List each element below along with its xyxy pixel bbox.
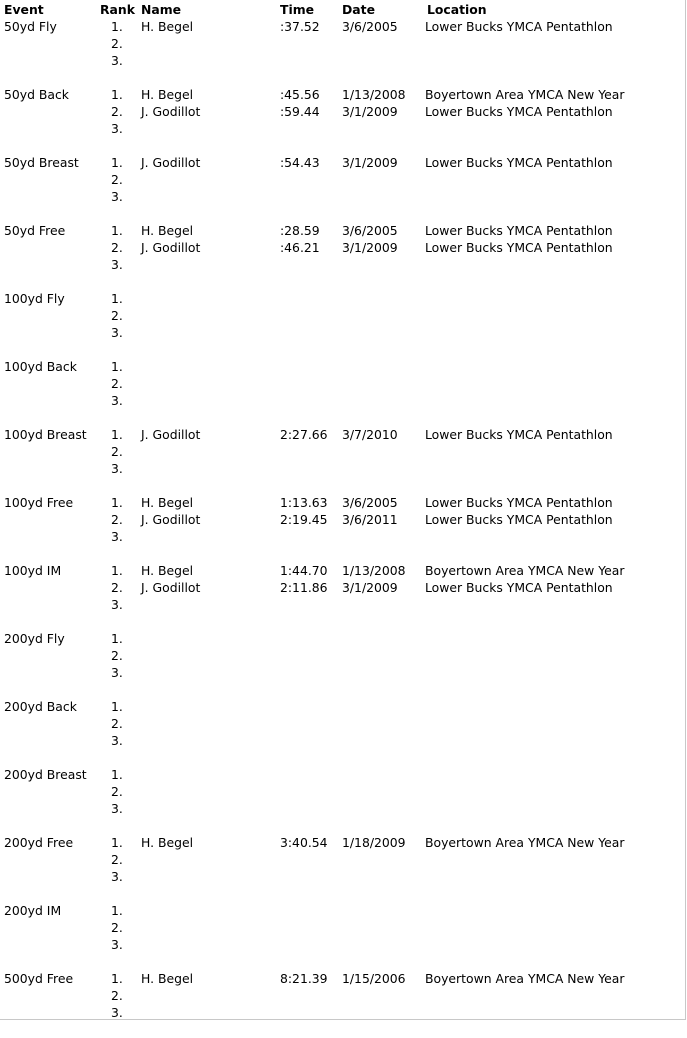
- table-row: [0, 596, 686, 613]
- record-name: J. Godillot: [141, 427, 201, 442]
- table-row: [0, 698, 686, 715]
- record-rank: 3.: [111, 869, 123, 884]
- record-time: 2:19.45: [280, 512, 328, 527]
- table-row: [0, 460, 686, 477]
- record-rank: 2.: [111, 852, 123, 867]
- event-name: 100yd Breast: [4, 427, 87, 442]
- table-row: [0, 936, 686, 953]
- record-name: J. Godillot: [141, 155, 201, 170]
- record-rank: 2.: [111, 376, 123, 391]
- record-time: 1:13.63: [280, 495, 328, 510]
- event-group: [0, 630, 686, 698]
- header-event: Event: [4, 2, 44, 17]
- table-row: [0, 1004, 686, 1021]
- record-time: 1:44.70: [280, 563, 328, 578]
- table-row: [0, 222, 686, 239]
- record-rank: 1.: [111, 767, 123, 782]
- record-name: J. Godillot: [141, 512, 201, 527]
- event-group: [0, 698, 686, 766]
- record-rank: 3.: [111, 53, 123, 68]
- event-name: 200yd Fly: [4, 631, 65, 646]
- table-row: [0, 307, 686, 324]
- record-name: H. Begel: [141, 835, 194, 850]
- table-row: [0, 970, 686, 987]
- record-time: 8:21.39: [280, 971, 328, 986]
- record-location: Lower Bucks YMCA Pentathlon: [425, 495, 613, 510]
- event-name: 100yd Back: [4, 359, 77, 374]
- table-row: [0, 154, 686, 171]
- record-date: 3/7/2010: [342, 427, 398, 442]
- record-date: 3/1/2009: [342, 155, 398, 170]
- table-row: [0, 851, 686, 868]
- table-row: [0, 86, 686, 103]
- record-name: H. Begel: [141, 87, 194, 102]
- table-row: [0, 494, 686, 511]
- record-time: :45.56: [280, 87, 320, 102]
- record-location: Boyertown Area YMCA New Year: [425, 87, 625, 102]
- record-location: Lower Bucks YMCA Pentathlon: [425, 240, 613, 255]
- record-name: J. Godillot: [141, 104, 201, 119]
- record-location: Lower Bucks YMCA Pentathlon: [425, 19, 613, 34]
- record-rank: 1.: [111, 699, 123, 714]
- header-time: Time: [280, 2, 315, 17]
- record-date: 1/13/2008: [342, 563, 406, 578]
- event-group: [0, 358, 686, 426]
- record-location: Boyertown Area YMCA New Year: [425, 563, 625, 578]
- record-rank: 1.: [111, 835, 123, 850]
- table-row: [0, 324, 686, 341]
- record-location: Lower Bucks YMCA Pentathlon: [425, 223, 613, 238]
- header-name: Name: [141, 2, 182, 17]
- event-name: 50yd Free: [4, 223, 66, 238]
- table-row: [0, 919, 686, 936]
- table-row: [0, 171, 686, 188]
- record-location: Lower Bucks YMCA Pentathlon: [425, 104, 613, 119]
- event-group: [0, 18, 686, 86]
- record-rank: 2.: [111, 988, 123, 1003]
- record-location: Boyertown Area YMCA New Year: [425, 835, 625, 850]
- table-row: [0, 290, 686, 307]
- table-row: [0, 103, 686, 120]
- record-time: 2:11.86: [280, 580, 328, 595]
- record-name: H. Begel: [141, 495, 194, 510]
- record-name: H. Begel: [141, 563, 194, 578]
- record-date: 3/1/2009: [342, 104, 398, 119]
- table-row: [0, 239, 686, 256]
- table-row: [0, 715, 686, 732]
- event-group: [0, 222, 686, 290]
- record-rank: 3.: [111, 393, 123, 408]
- record-name: H. Begel: [141, 223, 194, 238]
- record-name: J. Godillot: [141, 240, 201, 255]
- record-rank: 3.: [111, 257, 123, 272]
- record-time: 2:27.66: [280, 427, 328, 442]
- record-rank: 2.: [111, 580, 123, 595]
- event-group: [0, 766, 686, 834]
- record-time: :54.43: [280, 155, 320, 170]
- table-row: [0, 443, 686, 460]
- table-row: [0, 902, 686, 919]
- record-rank: 2.: [111, 172, 123, 187]
- event-name: 200yd Back: [4, 699, 77, 714]
- record-time: :37.52: [280, 19, 320, 34]
- event-name: 200yd Breast: [4, 767, 87, 782]
- record-date: 1/18/2009: [342, 835, 406, 850]
- table-row: [0, 732, 686, 749]
- table-row: [0, 647, 686, 664]
- record-date: 3/1/2009: [342, 580, 398, 595]
- record-rank: 2.: [111, 920, 123, 935]
- table-row: [0, 35, 686, 52]
- table-row: [0, 579, 686, 596]
- event-name: 50yd Fly: [4, 19, 57, 34]
- record-rank: 3.: [111, 801, 123, 816]
- event-name: 500yd Free: [4, 971, 74, 986]
- record-rank: 1.: [111, 495, 123, 510]
- record-rank: 3.: [111, 529, 123, 544]
- record-rank: 3.: [111, 733, 123, 748]
- record-name: H. Begel: [141, 19, 194, 34]
- event-name: 200yd Free: [4, 835, 74, 850]
- header-location: Location: [427, 2, 487, 17]
- event-group: [0, 562, 686, 630]
- record-date: 3/6/2005: [342, 223, 398, 238]
- record-time: :59.44: [280, 104, 320, 119]
- record-rank: 1.: [111, 19, 123, 34]
- event-group: [0, 290, 686, 358]
- event-group: [0, 494, 686, 562]
- event-name: 100yd IM: [4, 563, 62, 578]
- record-rank: 2.: [111, 444, 123, 459]
- record-rank: 3.: [111, 665, 123, 680]
- record-rank: 1.: [111, 223, 123, 238]
- record-date: 3/6/2005: [342, 19, 398, 34]
- table-row: [0, 868, 686, 885]
- header-date: Date: [342, 2, 375, 17]
- table-row: [0, 783, 686, 800]
- record-rank: 3.: [111, 1005, 123, 1020]
- event-group: [0, 86, 686, 154]
- record-date: 3/6/2011: [342, 512, 398, 527]
- record-location: Lower Bucks YMCA Pentathlon: [425, 580, 613, 595]
- table-row: [0, 256, 686, 273]
- event-name: 50yd Breast: [4, 155, 79, 170]
- event-group: [0, 426, 686, 494]
- event-group: [0, 970, 686, 1038]
- table-row: [0, 987, 686, 1004]
- record-rank: 3.: [111, 937, 123, 952]
- record-location: Boyertown Area YMCA New Year: [425, 971, 625, 986]
- table-row: [0, 834, 686, 851]
- record-rank: 3.: [111, 121, 123, 136]
- record-rank: 2.: [111, 36, 123, 51]
- table-row: [0, 664, 686, 681]
- record-rank: 1.: [111, 291, 123, 306]
- record-rank: 2.: [111, 716, 123, 731]
- event-name: 200yd IM: [4, 903, 62, 918]
- record-rank: 2.: [111, 104, 123, 119]
- record-date: 3/1/2009: [342, 240, 398, 255]
- record-rank: 1.: [111, 971, 123, 986]
- record-rank: 3.: [111, 189, 123, 204]
- table-row: [0, 120, 686, 137]
- record-location: Lower Bucks YMCA Pentathlon: [425, 155, 613, 170]
- record-time: 3:40.54: [280, 835, 328, 850]
- record-rank: 2.: [111, 784, 123, 799]
- record-rank: 3.: [111, 597, 123, 612]
- event-group: [0, 834, 686, 902]
- record-location: Lower Bucks YMCA Pentathlon: [425, 427, 613, 442]
- table-row: [0, 528, 686, 545]
- record-rank: 1.: [111, 631, 123, 646]
- records-table: [0, 18, 686, 1038]
- record-time: :46.21: [280, 240, 320, 255]
- record-time: :28.59: [280, 223, 320, 238]
- record-rank: 2.: [111, 308, 123, 323]
- event-name: 50yd Back: [4, 87, 69, 102]
- table-row: [0, 375, 686, 392]
- table-row: [0, 800, 686, 817]
- record-name: H. Begel: [141, 971, 194, 986]
- record-date: 1/13/2008: [342, 87, 406, 102]
- table-row: [0, 426, 686, 443]
- record-rank: 3.: [111, 325, 123, 340]
- table-row: [0, 188, 686, 205]
- header-rank: Rank: [100, 2, 135, 17]
- record-rank: 2.: [111, 240, 123, 255]
- record-rank: 2.: [111, 512, 123, 527]
- record-name: J. Godillot: [141, 580, 201, 595]
- record-rank: 2.: [111, 648, 123, 663]
- record-rank: 1.: [111, 359, 123, 374]
- record-rank: 1.: [111, 563, 123, 578]
- event-group: [0, 902, 686, 970]
- record-rank: 3.: [111, 461, 123, 476]
- table-row: [0, 392, 686, 409]
- record-date: 3/6/2005: [342, 495, 398, 510]
- record-date: 1/15/2006: [342, 971, 406, 986]
- table-row: [0, 511, 686, 528]
- table-row: [0, 18, 686, 35]
- table-row: [0, 562, 686, 579]
- record-location: Lower Bucks YMCA Pentathlon: [425, 512, 613, 527]
- table-row: [0, 358, 686, 375]
- event-name: 100yd Fly: [4, 291, 65, 306]
- table-row: [0, 630, 686, 647]
- record-rank: 1.: [111, 155, 123, 170]
- event-name: 100yd Free: [4, 495, 74, 510]
- table-row: [0, 52, 686, 69]
- record-rank: 1.: [111, 427, 123, 442]
- table-row: [0, 766, 686, 783]
- record-rank: 1.: [111, 87, 123, 102]
- record-rank: 1.: [111, 903, 123, 918]
- event-group: [0, 154, 686, 222]
